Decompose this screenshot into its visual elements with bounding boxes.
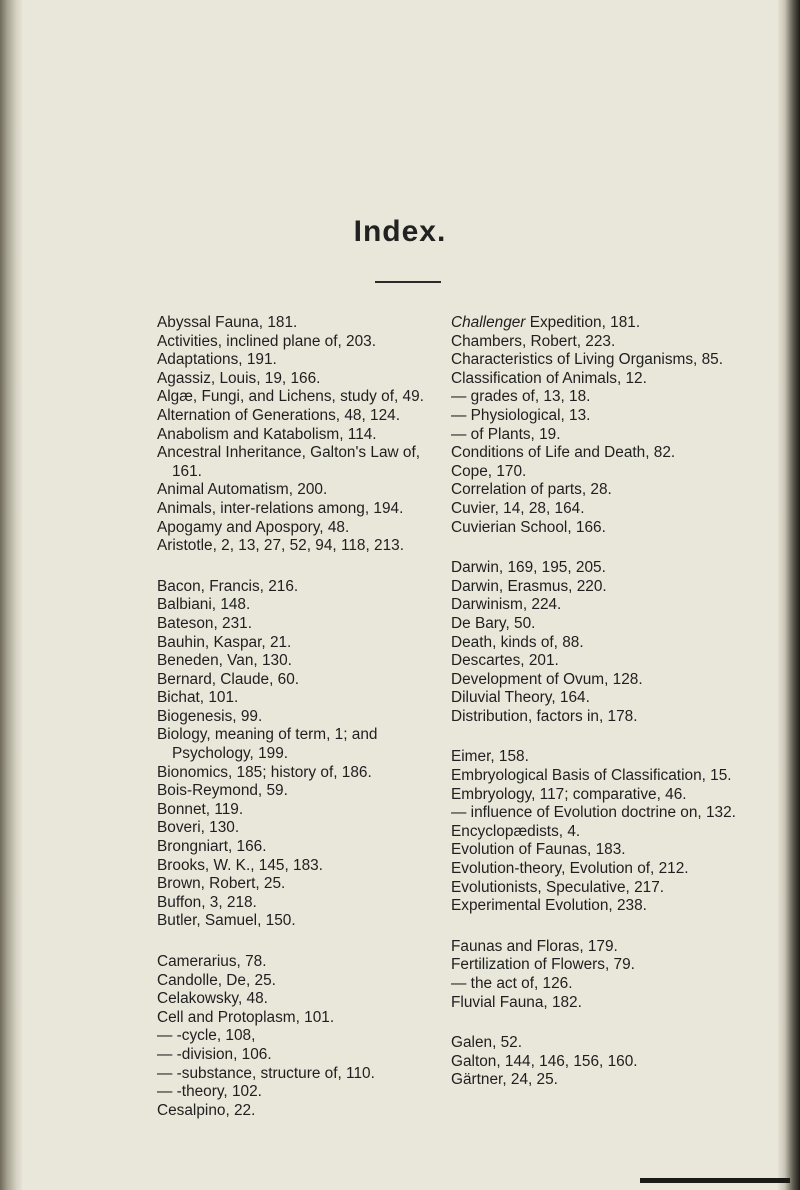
index-entry: Death, kinds of, 88. (451, 633, 584, 651)
index-entry: Butler, Samuel, 150. (157, 912, 296, 930)
index-entry: De Bary, 50. (451, 614, 536, 632)
index-entry: Gärtner, 24, 25. (451, 1071, 558, 1089)
index-entry: Celakowsky, 48. (157, 990, 268, 1008)
index-entry: Distribution, factors in, 178. (451, 707, 638, 725)
index-entry: Brongniart, 166. (157, 838, 267, 856)
page-edge-shadow-right (778, 0, 800, 1190)
index-entry: Experimental Evolution, 238. (451, 897, 647, 915)
index-entry: Chambers, Robert, 223. (451, 332, 616, 350)
index-entry: Faunas and Floras, 179. (451, 937, 618, 955)
index-letter-group (451, 748, 736, 915)
index-entry: Brooks, W. K., 145, 183. (157, 856, 323, 874)
index-entry: — -division, 106. (157, 1045, 272, 1063)
index-entry: Balbiani, 148. (157, 596, 251, 614)
index-entry: Boveri, 130. (157, 819, 240, 837)
index-entry: Eimer, 158. (451, 748, 529, 766)
index-entry: Ancestral Inheritance, Galton's Law of, 161. (157, 444, 421, 480)
index-entry: Evolution-theory, Evolution of, 212. (451, 860, 689, 878)
index-entry: Fertilization of Flowers, 79. (451, 956, 635, 974)
index-entry: Correlation of parts, 28. (451, 481, 612, 499)
index-letter-group (451, 559, 736, 726)
index-entry: Challenger Expedition, 181. (451, 314, 641, 331)
index-entry: Cell and Protoplasm, 101. (157, 1008, 335, 1026)
index-entry: Evolution of Faunas, 183. (451, 841, 626, 859)
index-column-left (157, 314, 427, 1142)
index-entry: Abyssal Fauna, 181. (157, 314, 298, 331)
index-entry: Galton, 144, 146, 156, 160. (451, 1052, 638, 1070)
index-entry: Darwin, Erasmus, 220. (451, 577, 607, 595)
index-entry: Alternation of Generations, 48, 124. (157, 406, 400, 424)
index-letter-group (157, 578, 427, 931)
index-entry: Camerarius, 78. (157, 953, 267, 970)
index-entry: Cuvier, 14, 28, 164. (451, 499, 585, 517)
index-entry: Bernard, Claude, 60. (157, 670, 300, 688)
index-entry: — -cycle, 108, (157, 1027, 256, 1045)
title-divider (375, 281, 441, 283)
index-entry: Galen, 52. (451, 1034, 523, 1052)
index-entry: Candolle, De, 25. (157, 971, 276, 989)
index-entry: Cesalpino, 22. (157, 1101, 256, 1119)
index-entry: Bois-Reymond, 59. (157, 782, 288, 800)
index-entry: Cuvierian School, 166. (451, 518, 606, 536)
index-letter-group (157, 314, 427, 556)
index-entry: Anabolism and Katabolism, 114. (157, 425, 377, 443)
index-entry: Animals, inter-relations among, 194. (157, 499, 404, 517)
index-entry: Brown, Robert, 25. (157, 875, 286, 893)
index-entry: Bateson, 231. (157, 614, 252, 632)
index-entry: Activities, inclined plane of, 203. (157, 332, 377, 350)
index-entry: Development of Ovum, 128. (451, 670, 643, 688)
index-entry: Agassiz, Louis, 19, 166. (157, 369, 321, 387)
index-entry: Conditions of Life and Death, 82. (451, 444, 676, 462)
index-letter-group (451, 938, 736, 1012)
index-entry: Darwinism, 224. (451, 596, 562, 614)
index-column-right (451, 314, 736, 1112)
index-entry: Buffon, 3, 218. (157, 893, 257, 911)
index-entry: — -theory, 102. (157, 1083, 262, 1101)
index-entry: Descartes, 201. (451, 652, 559, 670)
index-entry: Bichat, 101. (157, 689, 239, 707)
index-entry: Bacon, Francis, 216. (157, 577, 299, 595)
index-entry: Fluvial Fauna, 182. (451, 993, 582, 1011)
index-entry: — grades of, 13, 18. (451, 388, 591, 406)
index-entry: Algæ, Fungi, and Lichens, study of, 49. (157, 388, 424, 406)
index-entry: — of Plants, 19. (451, 425, 561, 443)
index-entry: Adaptations, 191. (157, 351, 277, 369)
index-entry: Beneden, Van, 130. (157, 652, 292, 670)
index-entry: — influence of Evolution doctrine on, 132. (451, 804, 736, 822)
index-entry: Encyclopædists, 4. (451, 822, 581, 840)
index-entry: Bionomics, 185; history of, 186. (157, 763, 372, 781)
index-entry: Bonnet, 119. (157, 800, 244, 818)
index-entry: Evolutionists, Speculative, 217. (451, 878, 665, 896)
page-title: Index. (353, 215, 447, 248)
index-entry: Aristotle, 2, 13, 27, 52, 94, 118, 213. (157, 537, 404, 555)
index-entry: Biogenesis, 99. (157, 707, 263, 725)
index-entry: Embryological Basis of Classification, 15. (451, 767, 732, 785)
index-entry: Bauhin, Kaspar, 21. (157, 633, 292, 651)
index-entry: Darwin, 169, 195, 205. (451, 559, 606, 577)
index-entry: Classification of Animals, 12. (451, 369, 647, 387)
book-spine-shadow-left (0, 0, 22, 1190)
index-entry: Biology, meaning of term, 1; and Psychology, 199. (157, 726, 378, 763)
index-entry: — the act of, 126. (451, 975, 573, 992)
index-entry: Apogamy and Apospory, 48. (157, 518, 350, 536)
index-entry: — Physiological, 13. (451, 406, 591, 424)
index-entry: Diluvial Theory, 164. (451, 689, 590, 707)
index-letter-group (157, 953, 427, 1120)
index-entry: Characteristics of Living Organisms, 85. (451, 351, 724, 369)
index-letter-group (451, 314, 736, 537)
index-entry: Animal Automatism, 200. (157, 481, 328, 499)
bottom-edge-shadow (640, 1178, 790, 1183)
index-entry: — -substance, structure of, 110. (157, 1064, 375, 1082)
index-letter-group (451, 1034, 736, 1090)
index-entry: Embryology, 117; comparative, 46. (451, 785, 687, 803)
index-entry: Cope, 170. (451, 462, 527, 480)
